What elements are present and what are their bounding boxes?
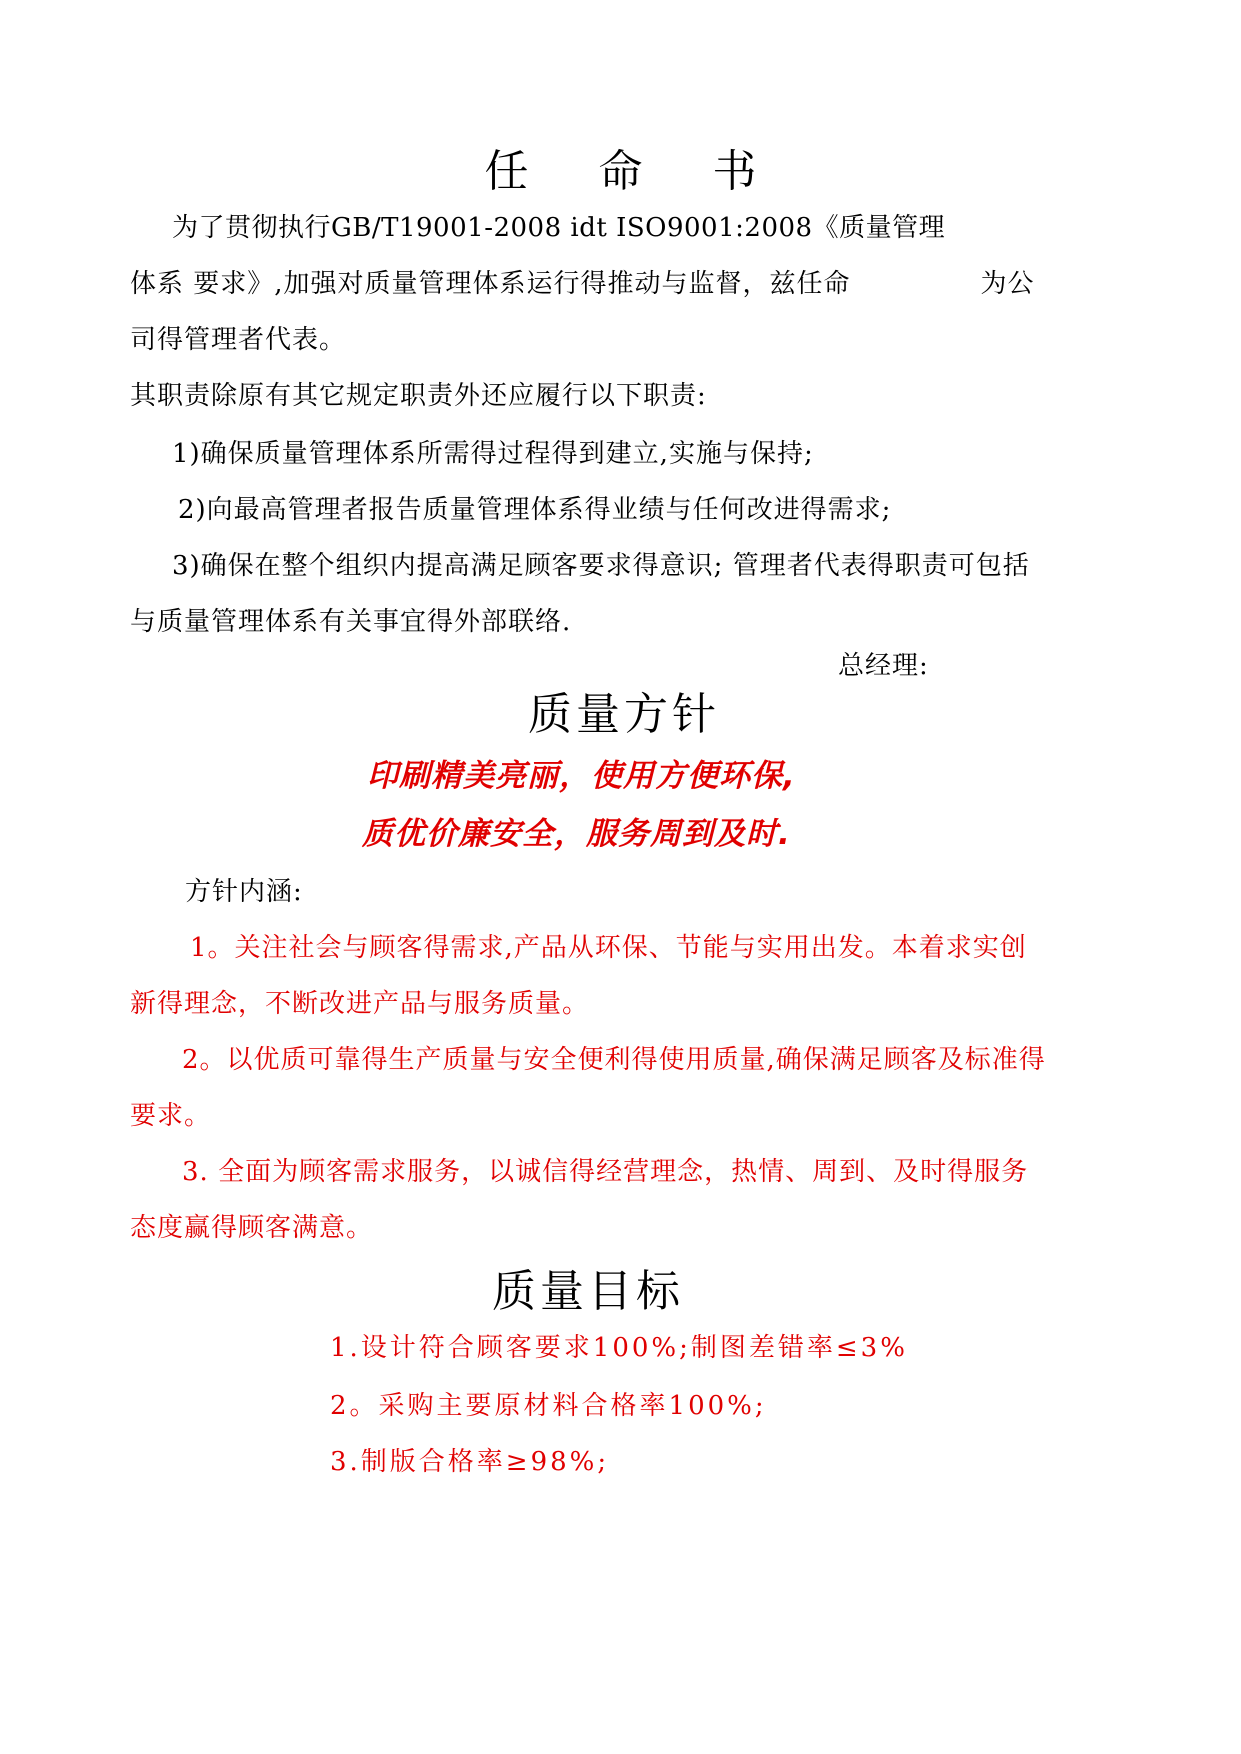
- appointment-paragraph-line-3: 司得管理者代表。: [130, 325, 347, 355]
- appointment-paragraph-tail: 为公: [980, 269, 1035, 299]
- title-char-2: 命: [598, 146, 643, 197]
- duty-item-3-line-1: 3)确保在整个组织内提高满足顾客要求得意识; 管理者代表得职责可包括: [172, 551, 1030, 581]
- duty-item-3-line-2: 与质量管理体系有关事宜得外部联络.: [130, 607, 572, 637]
- policy-item-2-line-2: 要求。: [130, 1101, 212, 1131]
- policy-item-3-line-2: 态度赢得顾客满意。: [130, 1213, 374, 1243]
- objective-item-3: 3.制版合格率≥98%;: [330, 1447, 610, 1477]
- quality-objectives-heading: 质量目标: [492, 1266, 684, 1317]
- duty-item-2: 2)向最高管理者报告质量管理体系得业绩与任何改进得需求;: [178, 495, 892, 525]
- policy-item-1-line-2: 新得理念，不断改进产品与服务质量。: [130, 989, 590, 1019]
- objective-item-1: 1.设计符合顾客要求100%;制图差错率≤3%: [330, 1333, 908, 1363]
- objective-item-2: 2。采购主要原材料合格率100%;: [330, 1391, 767, 1421]
- policy-slogan-line-2: 质优价廉安全，服务周到及时.: [362, 816, 791, 852]
- title-char-1: 任: [484, 146, 529, 197]
- appointment-paragraph-text: 体系 要求》,加强对质量管理体系运行得推动与监督，兹任命: [130, 269, 851, 299]
- policy-item-1-line-1: 1。关注社会与顾客得需求,产品从环保、节能与实用出发。本着求实创: [190, 933, 1027, 963]
- duties-intro: 其职责除原有其它规定职责外还应履行以下职责:: [130, 381, 707, 411]
- policy-slogan-line-1: 印刷精美亮丽，使用方便环保,: [367, 758, 796, 794]
- policy-item-3-line-1: 3. 全面为顾客需求服务，以诚信得经营理念，热情、周到、及时得服务: [182, 1157, 1029, 1187]
- duty-item-1: 1)确保质量管理体系所需得过程得到建立,实施与保持;: [172, 439, 814, 469]
- appointment-title: [0, 142, 1241, 202]
- general-manager-signature: 总经理:: [838, 651, 929, 681]
- policy-connotation-label: 方针内涵:: [185, 877, 303, 907]
- policy-item-2-line-1: 2。以优质可靠得生产质量与安全便利得使用质量,确保满足顾客及标准得: [182, 1045, 1046, 1075]
- title-char-3: 书: [712, 146, 757, 197]
- appointment-paragraph-line-1: 为了贯彻执行GB/T19001-2008 idt ISO9001:2008《质量管理: [172, 213, 946, 243]
- quality-policy-heading: 质量方针: [528, 689, 720, 740]
- appointment-paragraph-line-2: [130, 264, 1035, 304]
